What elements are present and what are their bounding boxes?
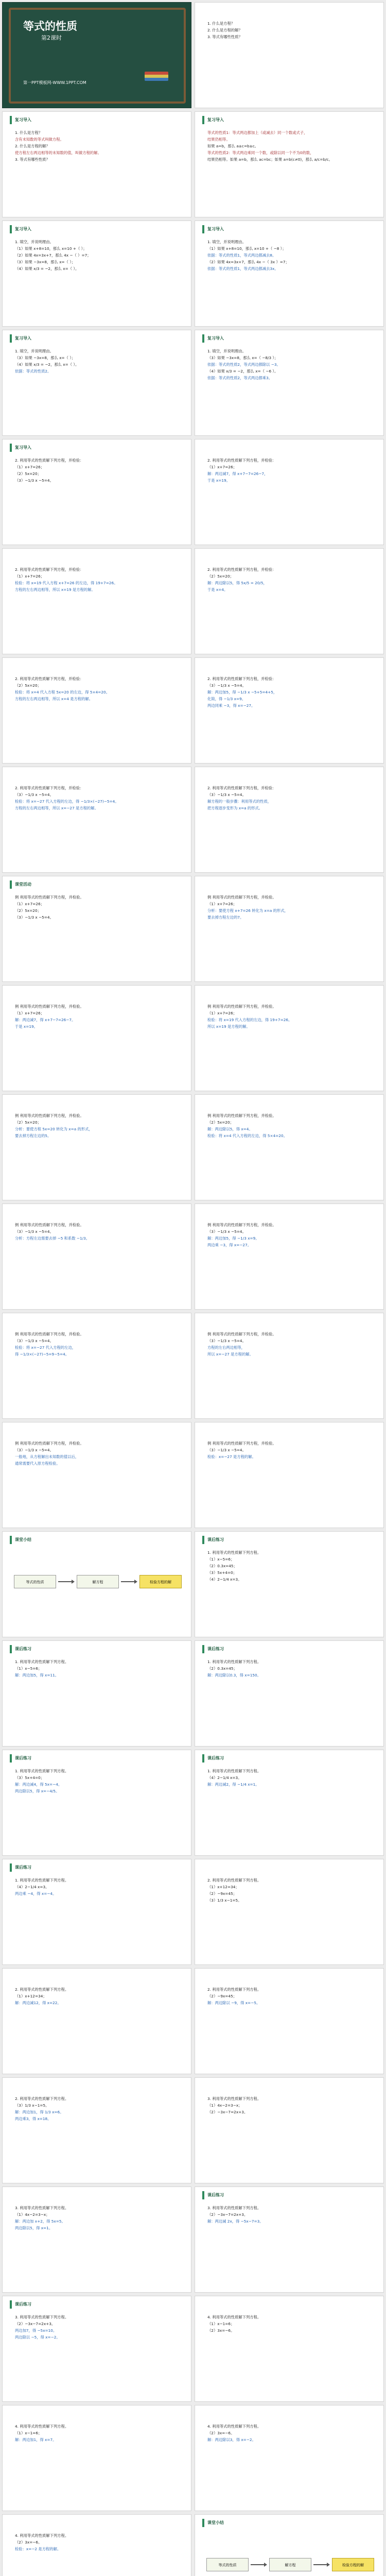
slide-body — [207, 1331, 376, 1358]
section-header: 课后练习 — [10, 2300, 31, 2309]
text-line: 2. 利用等式的性质解下列方程，并检验： — [15, 458, 84, 463]
slide-body — [15, 348, 184, 375]
text-line: （1）x+7=26； — [207, 465, 237, 469]
slide — [2, 2, 191, 108]
slide-body — [15, 675, 184, 702]
slide-body — [207, 239, 376, 272]
text-line: 方程的左右两边相等，所以 x=4 是方程的解。 — [15, 697, 93, 701]
slide-body — [207, 1003, 376, 1030]
slide-body — [15, 2532, 184, 2552]
slide — [2, 1094, 191, 1200]
text-line: 两边除以 −5，得 x=−2。 — [15, 2335, 60, 2340]
slide-body — [207, 1440, 376, 1460]
text-line: （2）3x=−6。 — [207, 2328, 235, 2333]
text-line: （2）如果 4x=3x+7，那么 4x −（ ）=7； — [15, 253, 91, 258]
text-line: 检验：将 x=4 代入方程 5x=20 的左边，得 5×4=20。 — [15, 690, 110, 694]
slide — [2, 1204, 191, 1310]
text-line: （2）−9x=45； — [207, 1891, 237, 1896]
text-line: （3）5x+4=0； — [15, 1775, 45, 1780]
slide-body — [15, 457, 184, 484]
slide-body — [15, 1877, 184, 1897]
text-line: （2）5x=20； — [15, 1120, 41, 1125]
text-line: 两边除以5，得 x=1。 — [15, 2226, 53, 2230]
slide-body — [15, 566, 184, 593]
text-line: （1）4x−2=3−x； — [15, 2212, 50, 2217]
text-line: 得 −1/3×(−27)−5=9−5=4。 — [15, 1352, 69, 1357]
slide-body — [15, 2423, 184, 2443]
text-line: （3）−1/3 x −5=4。 — [207, 683, 246, 688]
text-line: （4）如果 x/3 = −2，那么 x=（ −6 ）。 — [207, 369, 278, 374]
slide-body — [15, 785, 184, 811]
text-line: 含有未知数的等式叫做方程。 — [15, 137, 64, 142]
text-line: 4. 利用等式的性质解下列方程。 — [207, 2424, 261, 2429]
text-line: 方程的左右两边相等，所以 x=19 是方程的解。 — [15, 587, 95, 592]
slide-subtitle: 第2课时 — [41, 35, 62, 41]
text-line: 2. 利用等式的性质解下列方程。 — [207, 1987, 261, 1992]
text-line: 等式的性质1：等式两边都加上（或减去）同一个数或式子， — [207, 130, 308, 135]
text-line: 两边除以5，得 x=−4/5。 — [15, 1789, 60, 1793]
text-line: 例 利用等式的性质解下列方程，并检验。 — [207, 1113, 276, 1118]
text-line: （2）5x=20； — [15, 683, 41, 688]
text-line: 例 利用等式的性质解下列方程，并检验。 — [15, 1113, 84, 1118]
text-line: （2）5x=20； — [207, 574, 234, 579]
text-line: 依据：等式的性质1，等式两边都减去3x。 — [207, 266, 278, 271]
text-line: 检验：x=−2 是方程的解。 — [15, 2547, 61, 2551]
text-line: 依据：等式的性质2，等式两边都乘3。 — [207, 376, 273, 380]
flow-arrow — [313, 2564, 329, 2565]
text-line: （3）−1/3 x −5=4。 — [15, 1229, 54, 1234]
text-line: （3）5x+4=0； — [207, 1570, 237, 1575]
slide-body — [207, 2314, 376, 2334]
text-line: 3. 利用等式的性质解下列方程。 — [207, 2206, 261, 2210]
text-line: （1）x+7=26； — [15, 574, 45, 579]
text-line: 4. 利用等式的性质解下列方程。 — [207, 2315, 261, 2319]
slide-body — [15, 239, 184, 272]
slide — [195, 985, 384, 1091]
text-line: 2. 什么是方程的解？ — [207, 28, 242, 32]
text-line: 2. 利用等式的性质解下列方程，并检验： — [15, 786, 84, 790]
text-line: 两边同乘 −3，得 x=−27。 — [207, 703, 255, 708]
text-line: 两边乘 −3，得 x=−27。 — [207, 1243, 252, 1247]
text-line: （1）x+7=26； — [15, 465, 45, 469]
text-line: 2. 利用等式的性质解下列方程。 — [15, 1987, 69, 1992]
text-line: （2）−3x−7=2x+3。 — [207, 2212, 248, 2217]
text-line: 2. 利用等式的性质解下列方程，并检验： — [207, 458, 276, 463]
text-line: 分析：要使方程 x+7=26 转化为 x=a 的形式， — [207, 908, 288, 913]
slide-body — [207, 1112, 376, 1139]
text-line: 1. 填空，并说明理由。 — [207, 349, 246, 353]
slide-body — [207, 2423, 376, 2443]
text-line: 如果 a=b，那么 a±c=b±c。 — [207, 144, 259, 148]
text-line: 依据：等式的性质1，等式两边都减去8。 — [207, 253, 276, 258]
slide — [195, 876, 384, 982]
text-line: （3）−1/3 x −5=4。 — [207, 792, 246, 797]
text-line: 两边乘 −4，得 x=−4。 — [15, 1891, 57, 1896]
slide-body — [15, 1112, 184, 1139]
slide — [195, 221, 384, 327]
slide-body — [15, 1658, 184, 1679]
text-line: 于是 x=4。 — [207, 587, 228, 592]
slide — [2, 2296, 191, 2402]
text-line: （1）x−1=6； — [207, 2321, 235, 2326]
text-line: 解：两边加1，得 x=7。 — [15, 2437, 57, 2442]
text-line: 解：两边除以 −9，得 x=−5。 — [207, 2001, 260, 2005]
slide — [195, 2077, 384, 2183]
text-line: （2）0.3x=45； — [207, 1564, 237, 1568]
text-line: 例 利用等式的性质解下列方程，并检验。 — [207, 1441, 276, 1446]
text-line: 4. 利用等式的性质解下列方程。 — [15, 2424, 69, 2429]
text-line: 3. 等式有哪些性质？ — [15, 157, 50, 162]
slide — [2, 1422, 191, 1528]
slide-body — [207, 1877, 376, 1904]
flow-box: 解方程 — [269, 2558, 311, 2571]
text-line: 3. 等式有哪些性质？ — [207, 35, 242, 39]
text-line: 例 利用等式的性质解下列方程，并检验。 — [207, 1004, 276, 1009]
text-line: 3. 利用等式的性质解下列方程。 — [15, 2315, 69, 2319]
slide — [2, 330, 191, 436]
slide — [2, 2514, 191, 2576]
slide — [2, 221, 191, 327]
text-line: 解：两边加 x+2，得 5x=5。 — [15, 2219, 65, 2224]
text-line: （2）如果 4x=3x+7，那么 4x −（ 3x ）=7； — [207, 260, 289, 264]
books-illustration — [145, 72, 168, 81]
slide — [195, 2, 384, 108]
text-line: 2. 利用等式的性质解下列方程，并检验： — [207, 676, 276, 681]
text-line: 2. 什么是方程的解？ — [15, 144, 50, 148]
text-line: 解：两边除以0.3，得 x=150。 — [207, 1673, 261, 1677]
section-header: 课后练习 — [10, 1645, 31, 1653]
text-line: （3）−1/3 x −5=4。 — [15, 915, 54, 920]
text-line: （2）−3x−7=2x+3。 — [207, 2110, 248, 2114]
text-line: 解：两边减12，得 x=22。 — [15, 2001, 61, 2005]
text-line: （1）如果 x+8=10，那么 x=10 +（ −8 ）； — [207, 246, 286, 251]
slide — [2, 2405, 191, 2511]
text-line: 3. 利用等式的性质解下列方程。 — [207, 2096, 261, 2101]
slide-body — [207, 566, 376, 593]
text-line: 结果仍相等。 — [207, 137, 230, 142]
text-line: （2）0.3x=45； — [207, 1666, 237, 1671]
cover-footer-text: 第一PPT模板网-WWW.1PPT.COM — [23, 80, 86, 85]
section-header: 复习导入 — [10, 334, 31, 343]
text-line: 要去掉方程左边的7。 — [207, 915, 244, 920]
slide — [2, 985, 191, 1091]
section-header: 复习导入 — [202, 225, 224, 233]
text-line: 1. 填空，并说明理由。 — [207, 240, 246, 244]
slide-body — [15, 894, 184, 921]
text-line: 解方程的一般步骤：利用等式的性质， — [207, 799, 272, 804]
section-header: 复习导入 — [202, 334, 224, 343]
slide-body — [207, 1222, 376, 1248]
text-line: （3）如果 −3x=8，那么 x=（ −8/3 ）； — [207, 355, 278, 360]
text-line: （2）−9x=45； — [207, 1994, 237, 1998]
section-header: 课后练习 — [10, 1754, 31, 1762]
flow-box: 检验方程的解 — [332, 2558, 374, 2571]
text-line: 结果仍相等。如果 a=b，那么 ac=bc；如果 a=b(c≠0)，那么 a/c=b/c。 — [207, 157, 332, 162]
text-line: 解：两边除以5，得 x=4。 — [207, 1127, 253, 1131]
slide — [195, 2187, 384, 2293]
text-line: （1）如果 x+8=10，那么 x=10 +（ ）； — [15, 246, 87, 251]
text-line: 1. 利用等式的性质解下列方程。 — [15, 1659, 69, 1664]
slide — [2, 767, 191, 873]
text-line: 化简，得 −1/3 x=9。 — [207, 697, 246, 701]
text-line: （3）−1/3 x −5=4。 — [15, 1448, 54, 1452]
text-line: （3）−1/3 x −5=4。 — [15, 1338, 54, 1343]
text-line: （2）3x=−6。 — [207, 2431, 235, 2435]
text-line: 1. 填空，并说明理由。 — [15, 349, 54, 353]
flow-box: 等式的性质 — [14, 1575, 56, 1588]
flow-box: 等式的性质 — [206, 2558, 249, 2571]
slide — [2, 1968, 191, 2074]
section-header: 复习导入 — [202, 116, 224, 124]
slide — [195, 1313, 384, 1419]
text-line: 1. 利用等式的性质解下列方程。 — [207, 1769, 261, 1773]
text-line: （3）1/3 x−1=5。 — [207, 1898, 242, 1903]
text-line: 检验：将 x=19 代入方程的左边，得 19+7=26。 — [207, 1018, 292, 1022]
slide-body — [15, 1003, 184, 1030]
section-header: 课后练习 — [202, 1645, 224, 1653]
slide-body — [207, 457, 376, 484]
flow-arrow — [251, 2564, 266, 2565]
text-line: 2. 利用等式的性质解下列方程，并检验： — [15, 567, 84, 572]
slide — [2, 1750, 191, 1856]
text-line: 例 利用等式的性质解下列方程，并检验。 — [207, 895, 276, 900]
slide-body — [15, 1331, 184, 1358]
slide — [195, 1640, 384, 1747]
text-line: 解：两边加5，得 x=11。 — [15, 1673, 59, 1677]
text-line: 1. 利用等式的性质解下列方程。 — [15, 1769, 69, 1773]
text-line: 检验：将 x=−27 代入方程的左边，得 −1/3×(−27)−5=4。 — [15, 799, 119, 804]
text-line: （3）−1/3 x −5=4。 — [207, 1338, 246, 1343]
text-line: （3）−1/3 x −5=4。 — [207, 1448, 246, 1452]
text-line: 方程的左右两边相等， — [207, 1345, 245, 1350]
text-line: 2. 利用等式的性质解下列方程。 — [15, 2096, 69, 2101]
slide-body — [207, 1986, 376, 2006]
text-line: 解：两边加1，得 1/3 x=6。 — [15, 2110, 64, 2114]
slide-body — [15, 1986, 184, 2006]
slide — [2, 1313, 191, 1419]
text-line: （1）x−5=6； — [207, 1557, 235, 1562]
text-line: （4）2−1/4 x=3。 — [207, 1775, 242, 1780]
slide — [2, 439, 191, 545]
section-header: 课堂活动 — [10, 880, 31, 889]
text-line: （4）2−1/4 x=3。 — [207, 1577, 242, 1582]
text-line: 2. 利用等式的性质解下列方程，并检验： — [207, 786, 276, 790]
slide-body — [207, 785, 376, 811]
text-line: 解：两边除以3，得 x=−2。 — [207, 2437, 256, 2442]
text-line: （3）如果 −3x=8，那么 x=（ ）； — [15, 355, 76, 360]
text-line: （3）−1/3 x −5=4。 — [207, 1229, 246, 1234]
text-line: 解：两边加5，得 −1/3 x=9。 — [207, 1236, 259, 1241]
slide — [195, 111, 384, 217]
slide-body — [207, 129, 376, 163]
text-line: 2. 利用等式的性质解下列方程，并检验： — [15, 676, 84, 681]
section-header: 课后练习 — [202, 1536, 224, 1544]
text-line: 1. 利用等式的性质解下列方程。 — [15, 1878, 69, 1883]
slide — [195, 1750, 384, 1856]
slide-body — [207, 894, 376, 921]
text-line: 解：两边除以5，得 5x/5 = 20/5， — [207, 581, 267, 585]
text-line: 解：两边减7，得 x+7−7=26−7。 — [15, 1018, 76, 1022]
section-header: 课后练习 — [202, 2191, 224, 2199]
slide — [195, 2514, 384, 2576]
slide — [195, 767, 384, 873]
slide-body — [207, 348, 376, 381]
slide-body — [207, 1658, 376, 1679]
text-line: 检验：将 x=−27 代入方程的左边， — [15, 1345, 76, 1350]
text-line: 例 利用等式的性质解下列方程，并检验。 — [207, 1223, 276, 1227]
slide-body — [15, 1440, 184, 1467]
text-line: 通常需要代入原方程检验。 — [15, 1461, 60, 1466]
text-line: （1）x+7=26； — [15, 902, 45, 906]
text-line: 解：两边减7，得 x+7−7=26−7， — [207, 471, 268, 476]
text-line: 检验：将 x=19 代入方程 x+7=26 的左边，得 19+7=26。 — [15, 581, 118, 585]
flow-arrow — [121, 1581, 136, 1582]
slide-body — [207, 2095, 376, 2115]
text-line: 解：两边加5，得 −1/3 x −5+5=4+5， — [207, 690, 277, 694]
text-line: 所以 x=19 是方程的解。 — [207, 1024, 250, 1029]
slide — [195, 1531, 384, 1637]
slide-body — [207, 20, 376, 40]
text-line: 例 利用等式的性质解下列方程，并检验。 — [15, 895, 84, 900]
text-line: 3. 利用等式的性质解下列方程。 — [15, 2206, 69, 2210]
text-line: 要去掉方程左边的5。 — [15, 1133, 51, 1138]
text-line: 解：两边减 2x，得 −5x−7=3。 — [207, 2219, 264, 2224]
text-line: 4. 利用等式的性质解下列方程。 — [15, 2533, 69, 2538]
slide — [195, 2296, 384, 2402]
text-line: （4）2−1/4 x=3。 — [15, 1885, 49, 1889]
text-line: （2）3x=−6。 — [15, 2540, 42, 2545]
slide — [195, 330, 384, 436]
text-line: 1. 填空，并说明理由。 — [15, 240, 54, 244]
text-line: （1）x+12=34； — [15, 1994, 47, 1998]
slide — [195, 439, 384, 545]
text-line: 使方程左右两边相等的未知数的值，叫做方程的解。 — [15, 150, 101, 155]
text-line: 一般地，从方程解出未知数的值以后， — [15, 1454, 79, 1459]
slide — [2, 876, 191, 982]
text-line: 于是 x=19。 — [15, 1024, 38, 1029]
text-line: 依据：等式的性质2，等式两边都除以 −3。 — [207, 362, 280, 367]
slide — [2, 657, 191, 764]
text-line: 2. 利用等式的性质解下列方程，并检验： — [207, 567, 276, 572]
text-line: （2）5x=20； — [207, 1120, 234, 1125]
slide-body — [207, 1549, 376, 1583]
text-line: （3）−1/3 x −5=4。 — [15, 478, 54, 483]
text-line: （1）4x−2=3−x； — [207, 2103, 242, 2108]
text-line: 两边加7，得 −5x=10。 — [15, 2328, 57, 2333]
text-line: 分析：要使方程 5x=20 转化为 x=a 的形式， — [15, 1127, 93, 1131]
slide-body — [15, 2205, 184, 2231]
text-line: 1. 什么是方程？ — [207, 21, 235, 26]
text-line: （1）x+7=26； — [207, 902, 237, 906]
slide — [195, 1422, 384, 1528]
slide — [195, 548, 384, 654]
text-line: 1. 利用等式的性质解下列方程。 — [207, 1550, 261, 1555]
slide — [2, 1859, 191, 1965]
slide-title: 等式的性质 — [23, 20, 77, 32]
section-header: 复习导入 — [10, 116, 31, 124]
text-line: 于是 x=19。 — [207, 478, 230, 483]
text-line: 解：两边减2，得 −1/4 x=1。 — [207, 1782, 259, 1787]
slide-body — [207, 2205, 376, 2225]
text-line: 依据：等式的性质2。 — [15, 369, 51, 374]
slide — [195, 1204, 384, 1310]
section-header: 课堂小结 — [202, 2519, 224, 2527]
text-line: 解：两边减4，得 5x=−4。 — [15, 1782, 62, 1787]
flow-box: 解方程 — [77, 1575, 119, 1588]
text-line: （3）−1/3 x −5=4。 — [15, 792, 54, 797]
text-line: （4）如果 x/3 = −2，那么 x=（ ）。 — [15, 362, 79, 367]
slide — [195, 2405, 384, 2511]
text-line: 2. 利用等式的性质解下列方程。 — [207, 1878, 261, 1883]
slide — [2, 1531, 191, 1637]
slide-body — [15, 2095, 184, 2122]
slide — [2, 111, 191, 217]
section-header: 复习导入 — [10, 225, 31, 233]
slide — [2, 2077, 191, 2183]
flow-arrow — [58, 1581, 74, 1582]
slide — [2, 2187, 191, 2293]
flow-box: 检验方程的解 — [139, 1575, 182, 1588]
text-line: 等式的性质2：等式两边乘同一个数，或除以同一个不为0的数， — [207, 150, 314, 155]
text-line: （2）5x=20； — [15, 471, 41, 476]
text-line: 1. 什么是方程？ — [15, 130, 43, 135]
slide — [195, 1968, 384, 2074]
text-line: 1. 利用等式的性质解下列方程。 — [207, 1659, 261, 1664]
slide — [195, 657, 384, 764]
text-line: 检验：将 x=4 代入方程的左边，得 5×4=20。 — [207, 1133, 287, 1138]
slide-body — [15, 1222, 184, 1242]
slide-body — [15, 1768, 184, 1794]
text-line: 把方程逐步变形为 x=a 的形式。 — [207, 806, 263, 810]
text-line: （1）x+7=26； — [207, 1011, 237, 1015]
text-line: （1）x+12=34； — [207, 1885, 239, 1889]
text-line: 例 利用等式的性质解下列方程，并检验。 — [15, 1441, 84, 1446]
slide-body — [15, 2314, 184, 2341]
text-line: （3）如果 −3x=8，那么 x=（ ）； — [15, 260, 76, 264]
text-line: 例 利用等式的性质解下列方程，并检验。 — [15, 1223, 84, 1227]
section-header: 复习导入 — [10, 444, 31, 452]
section-header: 课后练习 — [202, 1754, 224, 1762]
slide-body — [207, 1768, 376, 1788]
text-line: （2）−3x−7=2x+3。 — [15, 2321, 56, 2326]
slide — [195, 1094, 384, 1200]
slide — [2, 1640, 191, 1747]
text-line: （2）5x=20； — [15, 908, 41, 913]
text-line: 两边乘3，得 x=18。 — [15, 2116, 51, 2121]
text-line: （1）x−1=6； — [15, 2431, 42, 2435]
text-line: 检验：x=−27 是方程的解。 — [207, 1454, 256, 1459]
slide — [195, 1859, 384, 1965]
text-line: 例 利用等式的性质解下列方程，并检验。 — [15, 1004, 84, 1009]
slide — [2, 548, 191, 654]
text-line: （4）如果 x/3 = −2，那么 x=（ ）。 — [15, 266, 79, 271]
text-line: （1）x+7=26； — [15, 1011, 45, 1015]
text-line: （3）1/3 x−1=5。 — [15, 2103, 49, 2108]
slide-body — [15, 129, 184, 163]
text-line: 例 利用等式的性质解下列方程，并检验。 — [15, 1332, 84, 1336]
text-line: 所以 x=−27 是方程的解。 — [207, 1352, 253, 1357]
text-line: 方程的左右两边相等，所以 x=−27 是方程的解。 — [15, 806, 98, 810]
section-header: 课堂小结 — [10, 1536, 31, 1544]
text-line: 分析：方程左边需要去掉 −5 和系数 −1/3。 — [15, 1236, 90, 1241]
text-line: 例 利用等式的性质解下列方程，并检验。 — [207, 1332, 276, 1336]
section-header: 课后练习 — [10, 1863, 31, 1872]
text-line: （1）x−5=6； — [15, 1666, 42, 1671]
slide-body — [207, 675, 376, 709]
